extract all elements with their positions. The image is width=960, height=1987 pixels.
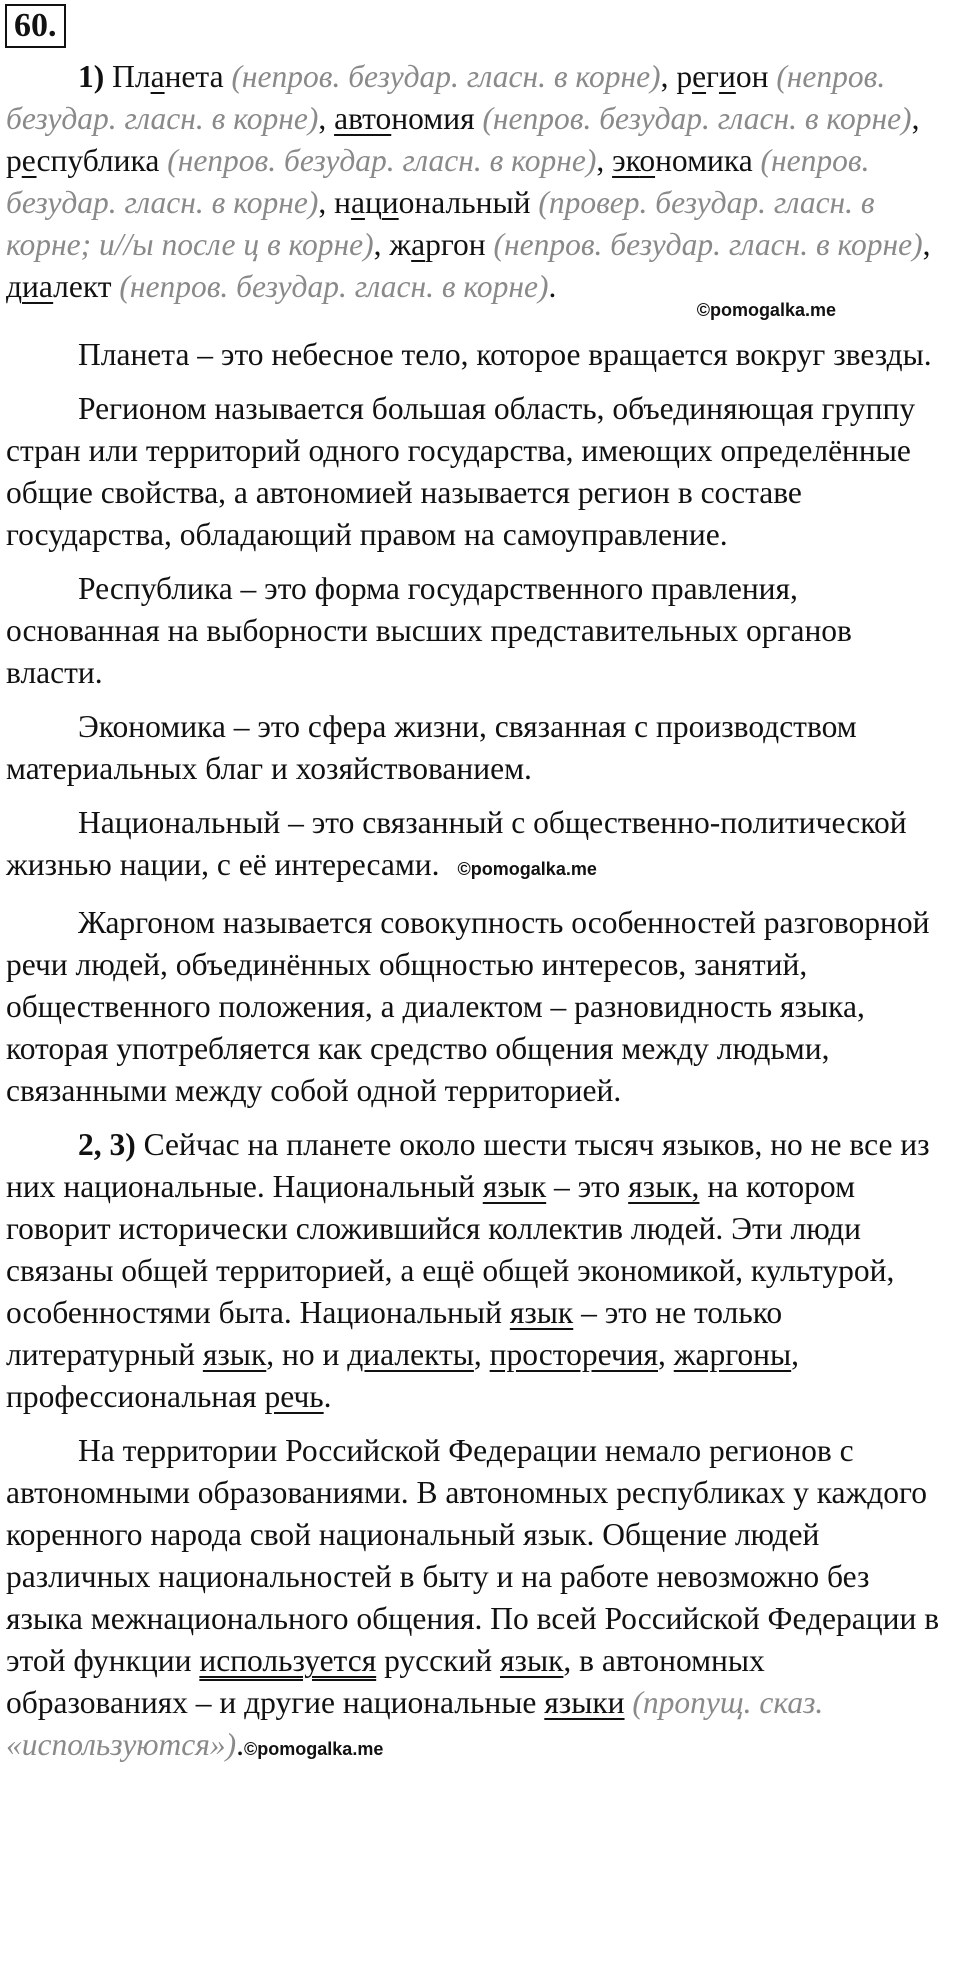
note: (пропущ. сказ. «используются») (6, 1685, 824, 1762)
word-dialekt: диалект (6, 269, 112, 304)
note: (непров. безудар. гласн. в корне) (167, 143, 597, 178)
underlined-word: язык (202, 1337, 267, 1372)
watermark: ©pomogalka.me (696, 300, 836, 320)
exercise-number: 60. (5, 4, 66, 48)
underlined-word: диалекты (347, 1337, 474, 1372)
word-region: регион (676, 59, 769, 94)
definition-respublika: Республика – это форма государственного правления, основанная на выборности высших представительных органов власти. (6, 571, 852, 690)
underlined-word: язык (509, 1295, 574, 1330)
part23-label: 2, 3) (78, 1127, 136, 1162)
note: (непров. безудар. гласн. в корне) (482, 101, 912, 136)
predicate-word: используется (199, 1643, 377, 1678)
underlined-word: язык (500, 1643, 564, 1678)
definition-ekonomika: Экономика – это сфера жизни, связанная с производством материальных благ и хозяйствованием. (6, 709, 857, 786)
note: (непров. безудар. гласн. в корне) (231, 59, 661, 94)
part23-paragraph: 2, 3) Сейчас на планете около шести тысяч языков, но не все из них национальные. Национальный язык – это язык, на котором говорит исторически сложившийся коллектив людей. Эти люди связаны общей территорией, а ещё общей экономикой, культурой, особенностями быта. Национальный язык – это не только литературный язык, но и диалекты, просторечия, жаргоны, профессиональная речь. (6, 1127, 930, 1414)
definition-zhargon: Жаргоном называется совокупность особенностей разговорной речи людей, объединённых общностью интересов, занятий, общественного положения, а диалектом – разновидность языка, которая употребляется как средство общения между людьми, связанными между собой одной территорией. (6, 905, 930, 1108)
note: (непров. безудар. гласн. в корне) (493, 227, 923, 262)
definition-nacionalny: Национальный – это связанный с общественно-политической жизнью нации, с её интересами. (6, 805, 907, 882)
underlined-word: язык (482, 1169, 547, 1204)
part1-paragraph: 1) Планета (непров. безудар. гласн. в корне), регион (непров. безудар. гласн. в корне), автономия (непров. безудар. гласн. в корне), республика (непров. безудар. гласн. в корне), экономика (непров. безудар. гласн. в корне), национальный (провер. безудар. гласн. в корне; и//ы после ц в корне), жаргон (непров. безудар. гласн. в корне), диалект (непров. безудар. гласн. в корне). ©pomogalka.me (6, 56, 948, 322)
note: (непров. безудар. гласн. в корне) (6, 59, 886, 136)
word-planeta: Планета (112, 59, 224, 94)
word-zhargon: жаргон (389, 227, 486, 262)
underlined-word: речь (264, 1379, 324, 1414)
word-ekonomika: экономика (612, 143, 753, 178)
underlined-word: язык, (628, 1169, 700, 1204)
word-avtonomiya: автономия (334, 101, 475, 136)
word-nacionalny: национальный (334, 185, 531, 220)
watermark: ©pomogalka.me (457, 859, 597, 879)
note: (провер. безудар. гласн. в корне; и//ы после ц в корне) (6, 185, 875, 262)
part1-label: 1) (78, 59, 105, 94)
note: (непров. безудар. гласн. в корне) (6, 143, 870, 220)
exercise-content (6, 56, 948, 1782)
definition-region: Регионом называется большая область, объединяющая группу стран или территорий одного государства, имеющих определённые общие свойства, а автономией называется регион в составе государства, обладающий правом на самоуправление. (6, 391, 916, 552)
underlined-word: жаргоны (673, 1337, 792, 1372)
underlined-word: просторечия (489, 1337, 659, 1372)
watermark: ©pomogalka.me (244, 1739, 384, 1759)
definition-planeta: Планета – это небесное тело, которое вращается вокруг звезды. (78, 337, 932, 372)
definition-nacionalny-paragraph (6, 802, 948, 890)
underlined-word: языки (544, 1685, 625, 1720)
note: (непров. безудар. гласн. в корне) (119, 269, 549, 304)
last-paragraph: На территории Российской Федерации немало регионов с автономными образованиями. В автономных республиках у каждого коренного народа свой национальный язык. Общение людей различных национальностей в быту и на работе невозможно без языка межнационального общения. По всей Российской Федерации в этой функции используется русский язык, в автономных образованиях – и другие национальные языки (пропущ. сказ. «используются»).©pomogalka.me (6, 1433, 940, 1762)
word-respublika: республика (6, 143, 160, 178)
